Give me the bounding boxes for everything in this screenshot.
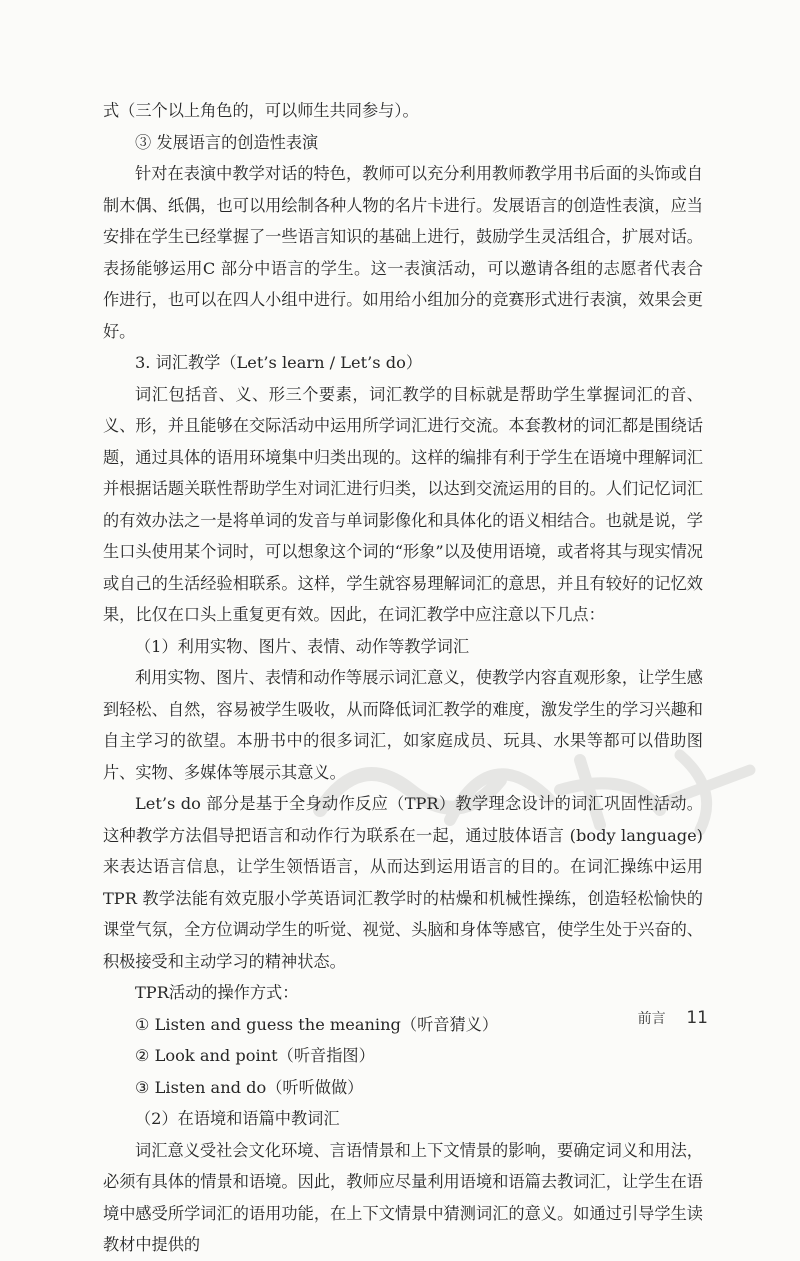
list-item: ② Look and point（听音指图） xyxy=(135,1046,375,1065)
body-paragraph: 词汇包括音、义、形三个要素，词汇教学的目标就是帮助学生掌握词汇的音、义、形，并且能够在交际活动中运用所学词汇进行交流。本套教材的词汇都是围绕话题，通过具体的语用环境集中归类出现的。这样的编排有利于学生在语境中理解词汇并根据话题关联性帮助学生对词汇进行归类，以达到交流运用的目的。人们记忆词汇的有效办法之一是将单词的发音与单词影像化和具体化的语义相结合。也就是说，学生口头使用某个词时，可以想象这个词的“形象”以及使用语境，或者将其与现实情况或自己的生活经验相联系。这样，学生就容易理解词汇的意思，并且有较好的记忆效果，比仅在口头上重复更有效。因此，在词汇教学中应注意以下几点： xyxy=(103,384,703,624)
body-paragraph: 利用实物、图片、表情和动作等展示词汇意义，使教学内容直观形象，让学生感到轻松、自然，容易被学生吸收，从而降低词汇教学的难度，激发学生的学习兴趣和自主学习的欲望。本册书中的很多词汇，如家庭成员、玩具、水果等都可以借助图片、实物、多媒体等展示其意义。 xyxy=(103,668,703,782)
list-item: 3. 词汇教学（Let’s learn / Let’s do） xyxy=(135,353,423,372)
body-paragraph: 词汇意义受社会文化环境、言语情景和上下文情景的影响，要确定词义和用法，必须有具体的情景和语境。因此，教师应尽量利用语境和语篇去教词汇，让学生在语境中感受所学词汇的语用功能，在上下文情景中猜测词汇的意义。如通过引导学生读教材中提供的 xyxy=(103,1140,703,1254)
body-paragraph: Let’s do 部分是基于全身动作反应（TPR）教学理念设计的词汇巩固性活动。这种教学方法倡导把语言和动作行为联系在一起，通过肢体语言 (body language) 来表达语言信息，让学生领悟语言，从而达到运用语言的目的。在词汇操练中运用TPR 教学法能有效克服小学英语词汇教学时的枯燥和机械性操练，创造轻松愉快的课堂气氛，全方位调动学生的听觉、视觉、头脑和身体等感官，使学生处于兴奋的、积极接受和主动学习的精神状态。 xyxy=(103,794,703,971)
list-item: （2）在语境和语篇中教词汇 xyxy=(135,1109,340,1128)
body-text xyxy=(103,95,703,1261)
list-item: ③ Listen and do（听听做做） xyxy=(135,1077,364,1097)
body-paragraph: 针对在表演中教学对话的特色，教师可以充分利用教师教学用书后面的头饰或自制木偶、纸偶，也可以用绘制各种人物的名片卡进行。发展语言的创造性表演，应当安排在学生已经掌握了一些语言知识的基础上进行，鼓励学生灵活组合，扩展对话。表扬能够运用C 部分中语言的学生。这一表演活动，可以邀请各组的志愿者代表合作进行，也可以在四人小组中进行。如用给小组加分的竞赛形式进行表演，效果会更好。 xyxy=(103,164,703,341)
list-item: TPR活动的操作方式： xyxy=(135,983,299,1002)
page-footer xyxy=(638,1008,708,1028)
continued-paragraph: 式（三个以上角色的，可以师生共同参与）。 xyxy=(103,101,419,120)
page-number: 11 xyxy=(686,1008,708,1028)
list-item: ③ 发展语言的创造性表演 xyxy=(135,132,319,152)
footer-section-label: 前言 xyxy=(637,1011,666,1027)
list-item: （1）利用实物、图片、表情、动作等教学词汇 xyxy=(135,636,470,656)
list-item: ① Listen and guess the meaning（听音猜义） xyxy=(135,1014,499,1034)
